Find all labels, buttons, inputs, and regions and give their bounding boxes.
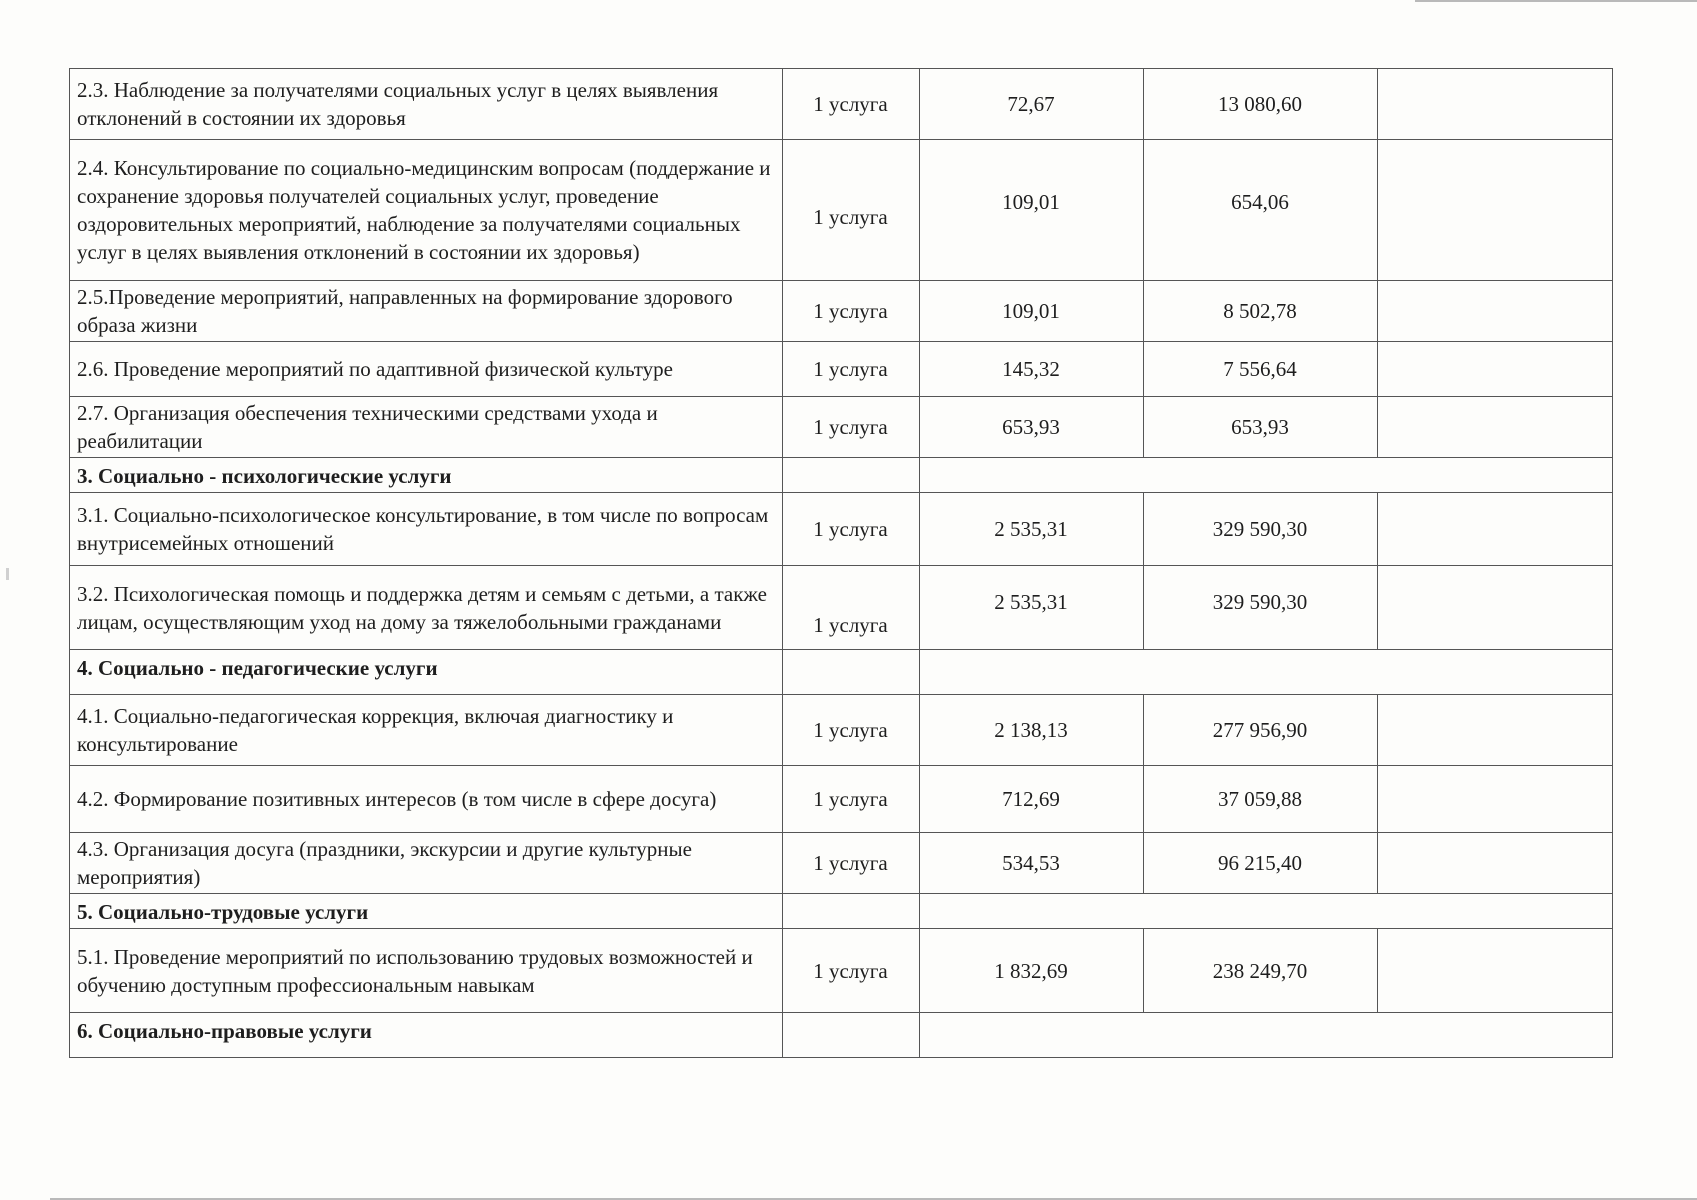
services-table <box>69 68 1613 1058</box>
table-row <box>70 397 1613 458</box>
service-unit: 1 услуга <box>783 69 920 140</box>
service-total: 653,93 <box>1144 397 1378 458</box>
service-note <box>1378 833 1613 894</box>
service-name: 4.2. Формирование позитивных интересов (в том числе в сфере досуга) <box>70 766 783 833</box>
service-total: 13 080,60 <box>1144 69 1378 140</box>
service-price: 2 138,13 <box>920 695 1144 766</box>
service-name: 2.5.Проведение мероприятий, направленных на формирование здорового образа жизни <box>70 281 783 342</box>
service-name: 2.3. Наблюдение за получателями социальных услуг в целях выявления отклонений в состоянии их здоровья <box>70 69 783 140</box>
section-heading: 4. Социально - педагогические услуги <box>70 650 783 695</box>
section-heading: 6. Социально-правовые услуги <box>70 1013 783 1058</box>
table-row <box>70 281 1613 342</box>
table-row <box>70 833 1613 894</box>
service-unit: 1 услуга <box>783 140 920 281</box>
service-note <box>1378 929 1613 1013</box>
service-unit: 1 услуга <box>783 397 920 458</box>
section-heading: 5. Социально-трудовые услуги <box>70 894 783 929</box>
section-row <box>70 458 1613 493</box>
service-unit: 1 услуга <box>783 566 920 650</box>
service-total: 238 249,70 <box>1144 929 1378 1013</box>
empty-cell <box>783 650 920 695</box>
empty-cell <box>920 894 1613 929</box>
service-price: 109,01 <box>920 140 1144 281</box>
service-price: 145,32 <box>920 342 1144 397</box>
table-row <box>70 140 1613 281</box>
table-row <box>70 695 1613 766</box>
service-unit: 1 услуга <box>783 281 920 342</box>
service-name: 2.4. Консультирование по социально-медицинским вопросам (поддержание и сохранение здоровья получателей социальных услуг, проведение оздоровительных мероприятий, наблюдение за получателями социальных услуг в целях выявления отклонений в состоянии их здоровья) <box>70 140 783 281</box>
service-total: 37 059,88 <box>1144 766 1378 833</box>
table-row <box>70 566 1613 650</box>
service-price: 712,69 <box>920 766 1144 833</box>
empty-cell <box>920 458 1613 493</box>
service-note <box>1378 695 1613 766</box>
empty-cell <box>783 894 920 929</box>
table-row <box>70 493 1613 566</box>
service-name: 5.1. Проведение мероприятий по использованию трудовых возможностей и обучению доступным профессиональным навыкам <box>70 929 783 1013</box>
service-total: 8 502,78 <box>1144 281 1378 342</box>
service-price: 653,93 <box>920 397 1144 458</box>
service-total: 329 590,30 <box>1144 493 1378 566</box>
scan-mark <box>6 568 9 580</box>
table-row <box>70 342 1613 397</box>
section-heading: 3. Социально - психологические услуги <box>70 458 783 493</box>
service-unit: 1 услуга <box>783 695 920 766</box>
section-row <box>70 894 1613 929</box>
service-total: 277 956,90 <box>1144 695 1378 766</box>
service-name: 4.3. Организация досуга (праздники, экскурсии и другие культурные мероприятия) <box>70 833 783 894</box>
service-note <box>1378 69 1613 140</box>
service-unit: 1 услуга <box>783 766 920 833</box>
section-row <box>70 1013 1613 1058</box>
section-row <box>70 650 1613 695</box>
service-note <box>1378 493 1613 566</box>
service-price: 2 535,31 <box>920 493 1144 566</box>
empty-cell <box>783 458 920 493</box>
table-row <box>70 766 1613 833</box>
service-total: 329 590,30 <box>1144 566 1378 650</box>
service-unit: 1 услуга <box>783 833 920 894</box>
service-total: 96 215,40 <box>1144 833 1378 894</box>
service-unit: 1 услуга <box>783 929 920 1013</box>
service-note <box>1378 566 1613 650</box>
service-note <box>1378 766 1613 833</box>
empty-cell <box>920 650 1613 695</box>
service-note <box>1378 342 1613 397</box>
service-name: 3.2. Психологическая помощь и поддержка детям и семьям с детьми, а также лицам, осуществляющим уход на дому за тяжелобольными гражданами <box>70 566 783 650</box>
service-note <box>1378 281 1613 342</box>
service-price: 109,01 <box>920 281 1144 342</box>
service-name: 3.1. Социально-психологическое консультирование, в том числе по вопросам внутрисемейных отношений <box>70 493 783 566</box>
service-name: 4.1. Социально-педагогическая коррекция, включая диагностику и консультирование <box>70 695 783 766</box>
scan-edge-top <box>1415 0 1697 2</box>
service-total: 654,06 <box>1144 140 1378 281</box>
service-note <box>1378 140 1613 281</box>
service-unit: 1 услуга <box>783 342 920 397</box>
service-note <box>1378 397 1613 458</box>
service-price: 2 535,31 <box>920 566 1144 650</box>
service-price: 534,53 <box>920 833 1144 894</box>
table-row <box>70 69 1613 140</box>
service-unit: 1 услуга <box>783 493 920 566</box>
service-name: 2.7. Организация обеспечения техническими средствами ухода и реабилитации <box>70 397 783 458</box>
empty-cell <box>920 1013 1613 1058</box>
service-price: 72,67 <box>920 69 1144 140</box>
service-name: 2.6. Проведение мероприятий по адаптивной физической культуре <box>70 342 783 397</box>
table-row <box>70 929 1613 1013</box>
service-price: 1 832,69 <box>920 929 1144 1013</box>
empty-cell <box>783 1013 920 1058</box>
service-total: 7 556,64 <box>1144 342 1378 397</box>
